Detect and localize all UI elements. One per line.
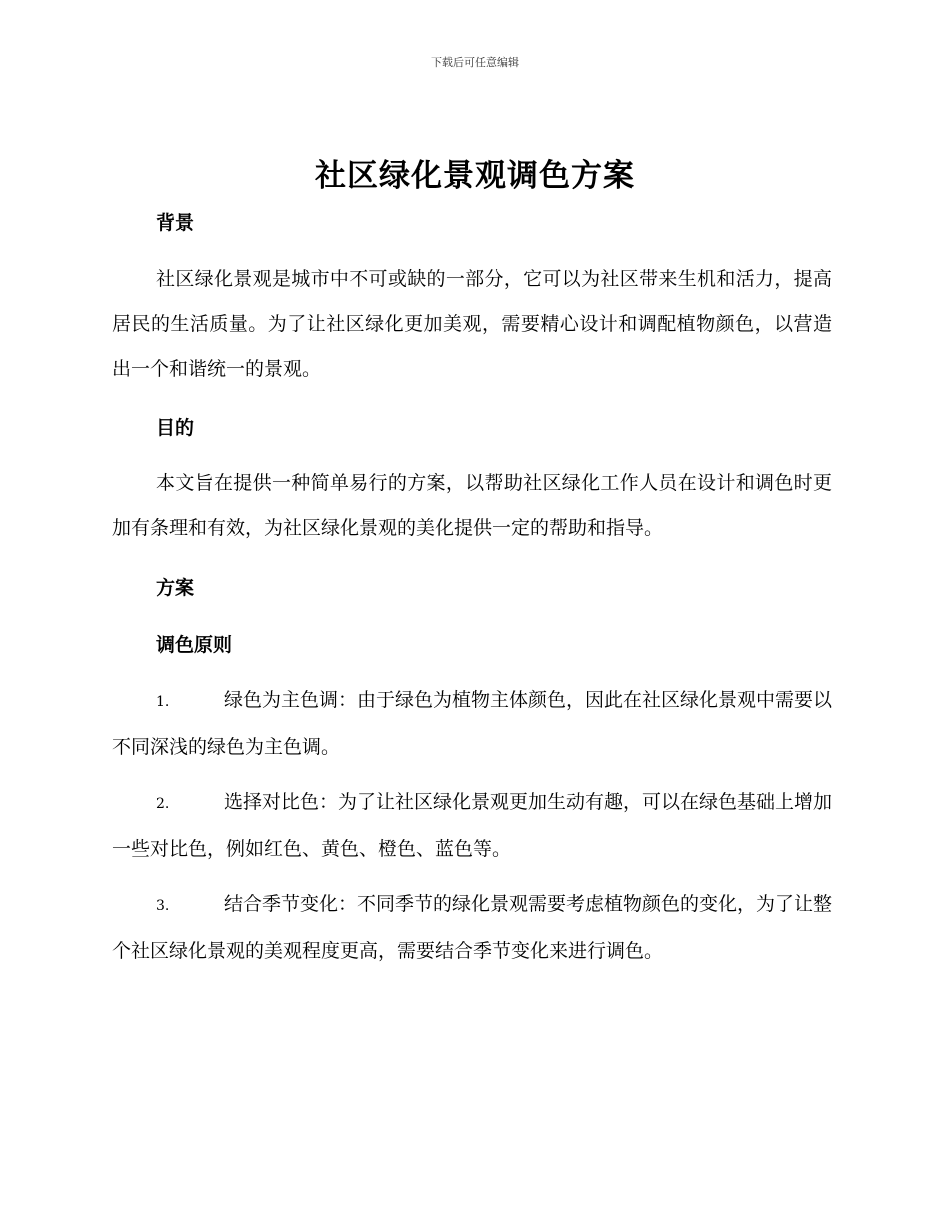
section-heading-purpose: 目的 bbox=[156, 417, 195, 439]
list-item-number: 1. bbox=[156, 694, 170, 710]
section-heading-plan: 方案 bbox=[156, 577, 195, 599]
list-item-number: 3. bbox=[156, 898, 170, 914]
paragraph-purpose: 本文旨在提供一种简单易行的方案，以帮助社区绿化工作人员在设计和调色时更加有条理和有效，为社区绿化景观的美化提供一定的帮助和指导。 bbox=[112, 472, 832, 539]
subheading-color-principles: 调色原则 bbox=[156, 634, 233, 656]
header-note: 下载后可任意编辑 bbox=[431, 56, 519, 69]
list-item-text: 结合季节变化：不同季节的绿化景观需要考虑植物颜色的变化，为了让整个社区绿化景观的美观程度更高，需要结合季节变化来进行调色。 bbox=[112, 893, 833, 962]
list-item bbox=[112, 780, 832, 872]
list-item-text: 选择对比色：为了让社区绿化景观更加生动有趣，可以在绿色基础上增加一些对比色，例如红色、黄色、橙色、蓝色等。 bbox=[112, 791, 833, 860]
section-heading-background: 背景 bbox=[156, 212, 195, 234]
paragraph-background: 社区绿化景观是城市中不可或缺的一部分，它可以为社区带来生机和活力，提高居民的生活质量。为了让社区绿化更加美观，需要精心设计和调配植物颜色，以营造出一个和谐统一的景观。 bbox=[112, 268, 832, 380]
list-item bbox=[112, 678, 832, 770]
list-item-number: 2. bbox=[156, 796, 170, 812]
document-title: 社区绿化景观调色方案 bbox=[315, 158, 635, 194]
list-item bbox=[112, 882, 832, 974]
list-item-text: 绿色为主色调：由于绿色为植物主体颜色，因此在社区绿化景观中需要以不同深浅的绿色为主色调。 bbox=[112, 689, 833, 758]
